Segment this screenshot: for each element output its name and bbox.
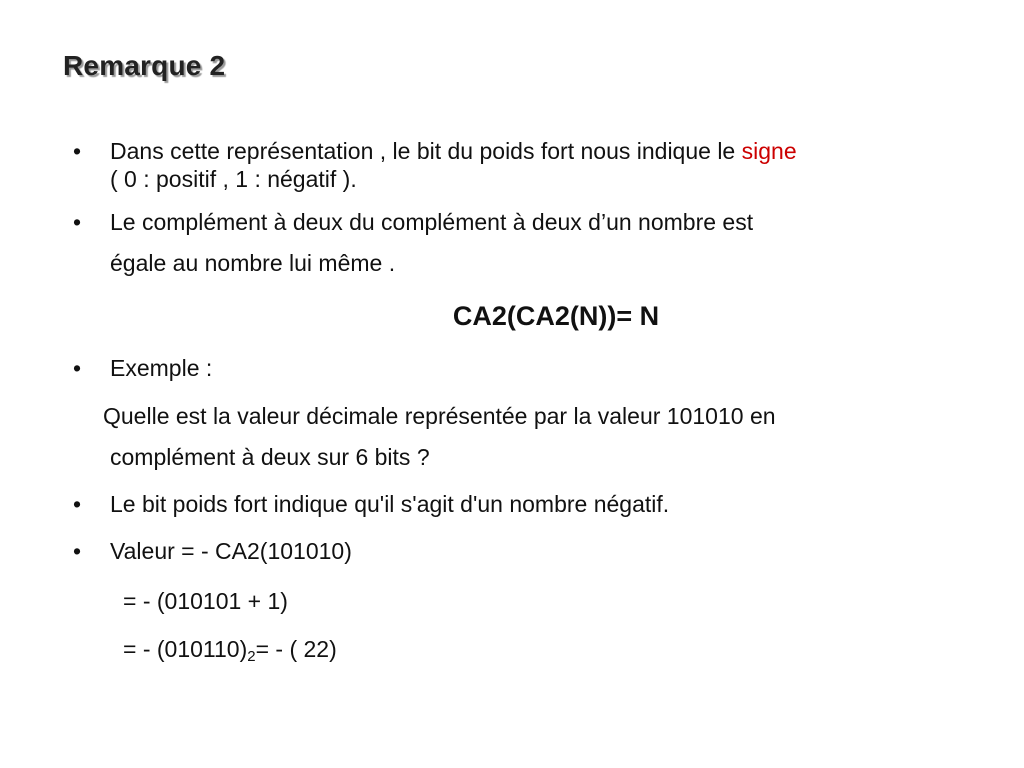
- bullet-marker: •: [73, 538, 82, 564]
- bullet-marker: •: [73, 138, 82, 164]
- bullet-marker: •: [73, 355, 82, 381]
- bullet-1-line-1: [110, 136, 797, 166]
- highlight-signe: signe: [741, 138, 797, 164]
- calc-line-2: [123, 634, 337, 664]
- calc-line-1: = - (010101 + 1): [123, 588, 288, 614]
- bullet-5-text: Valeur = - CA2(101010): [110, 538, 352, 564]
- bullet-3-text: Exemple :: [110, 355, 213, 381]
- calc-line-2-post: = - ( 22): [255, 636, 337, 662]
- bullet-1-line-2: ( 0 : positif , 1 : négatif ).: [110, 166, 357, 192]
- bullet-marker: •: [73, 491, 82, 517]
- bullet-4-text: Le bit poids fort indique qu'il s'agit d'un nombre négatif.: [110, 491, 670, 517]
- formula: CA2(CA2(N))= N: [452, 301, 660, 331]
- bullet-1-text: Dans cette représentation , le bit du poids fort nous indique le: [110, 138, 742, 164]
- bullet-2-line-1: Le complément à deux du complément à deux d’un nombre est: [110, 209, 754, 235]
- bullet-marker: •: [73, 209, 82, 235]
- bullet-2-line-2: égale au nombre lui même .: [110, 250, 396, 276]
- question-line-1: Quelle est la valeur décimale représentée par la valeur 101010 en: [103, 403, 776, 429]
- calc-line-2-pre: = - (010110): [123, 636, 248, 662]
- base-subscript: 2: [247, 648, 256, 665]
- question-line-2: complément à deux sur 6 bits ?: [110, 444, 430, 470]
- slide-title: Remarque 2: [63, 50, 226, 81]
